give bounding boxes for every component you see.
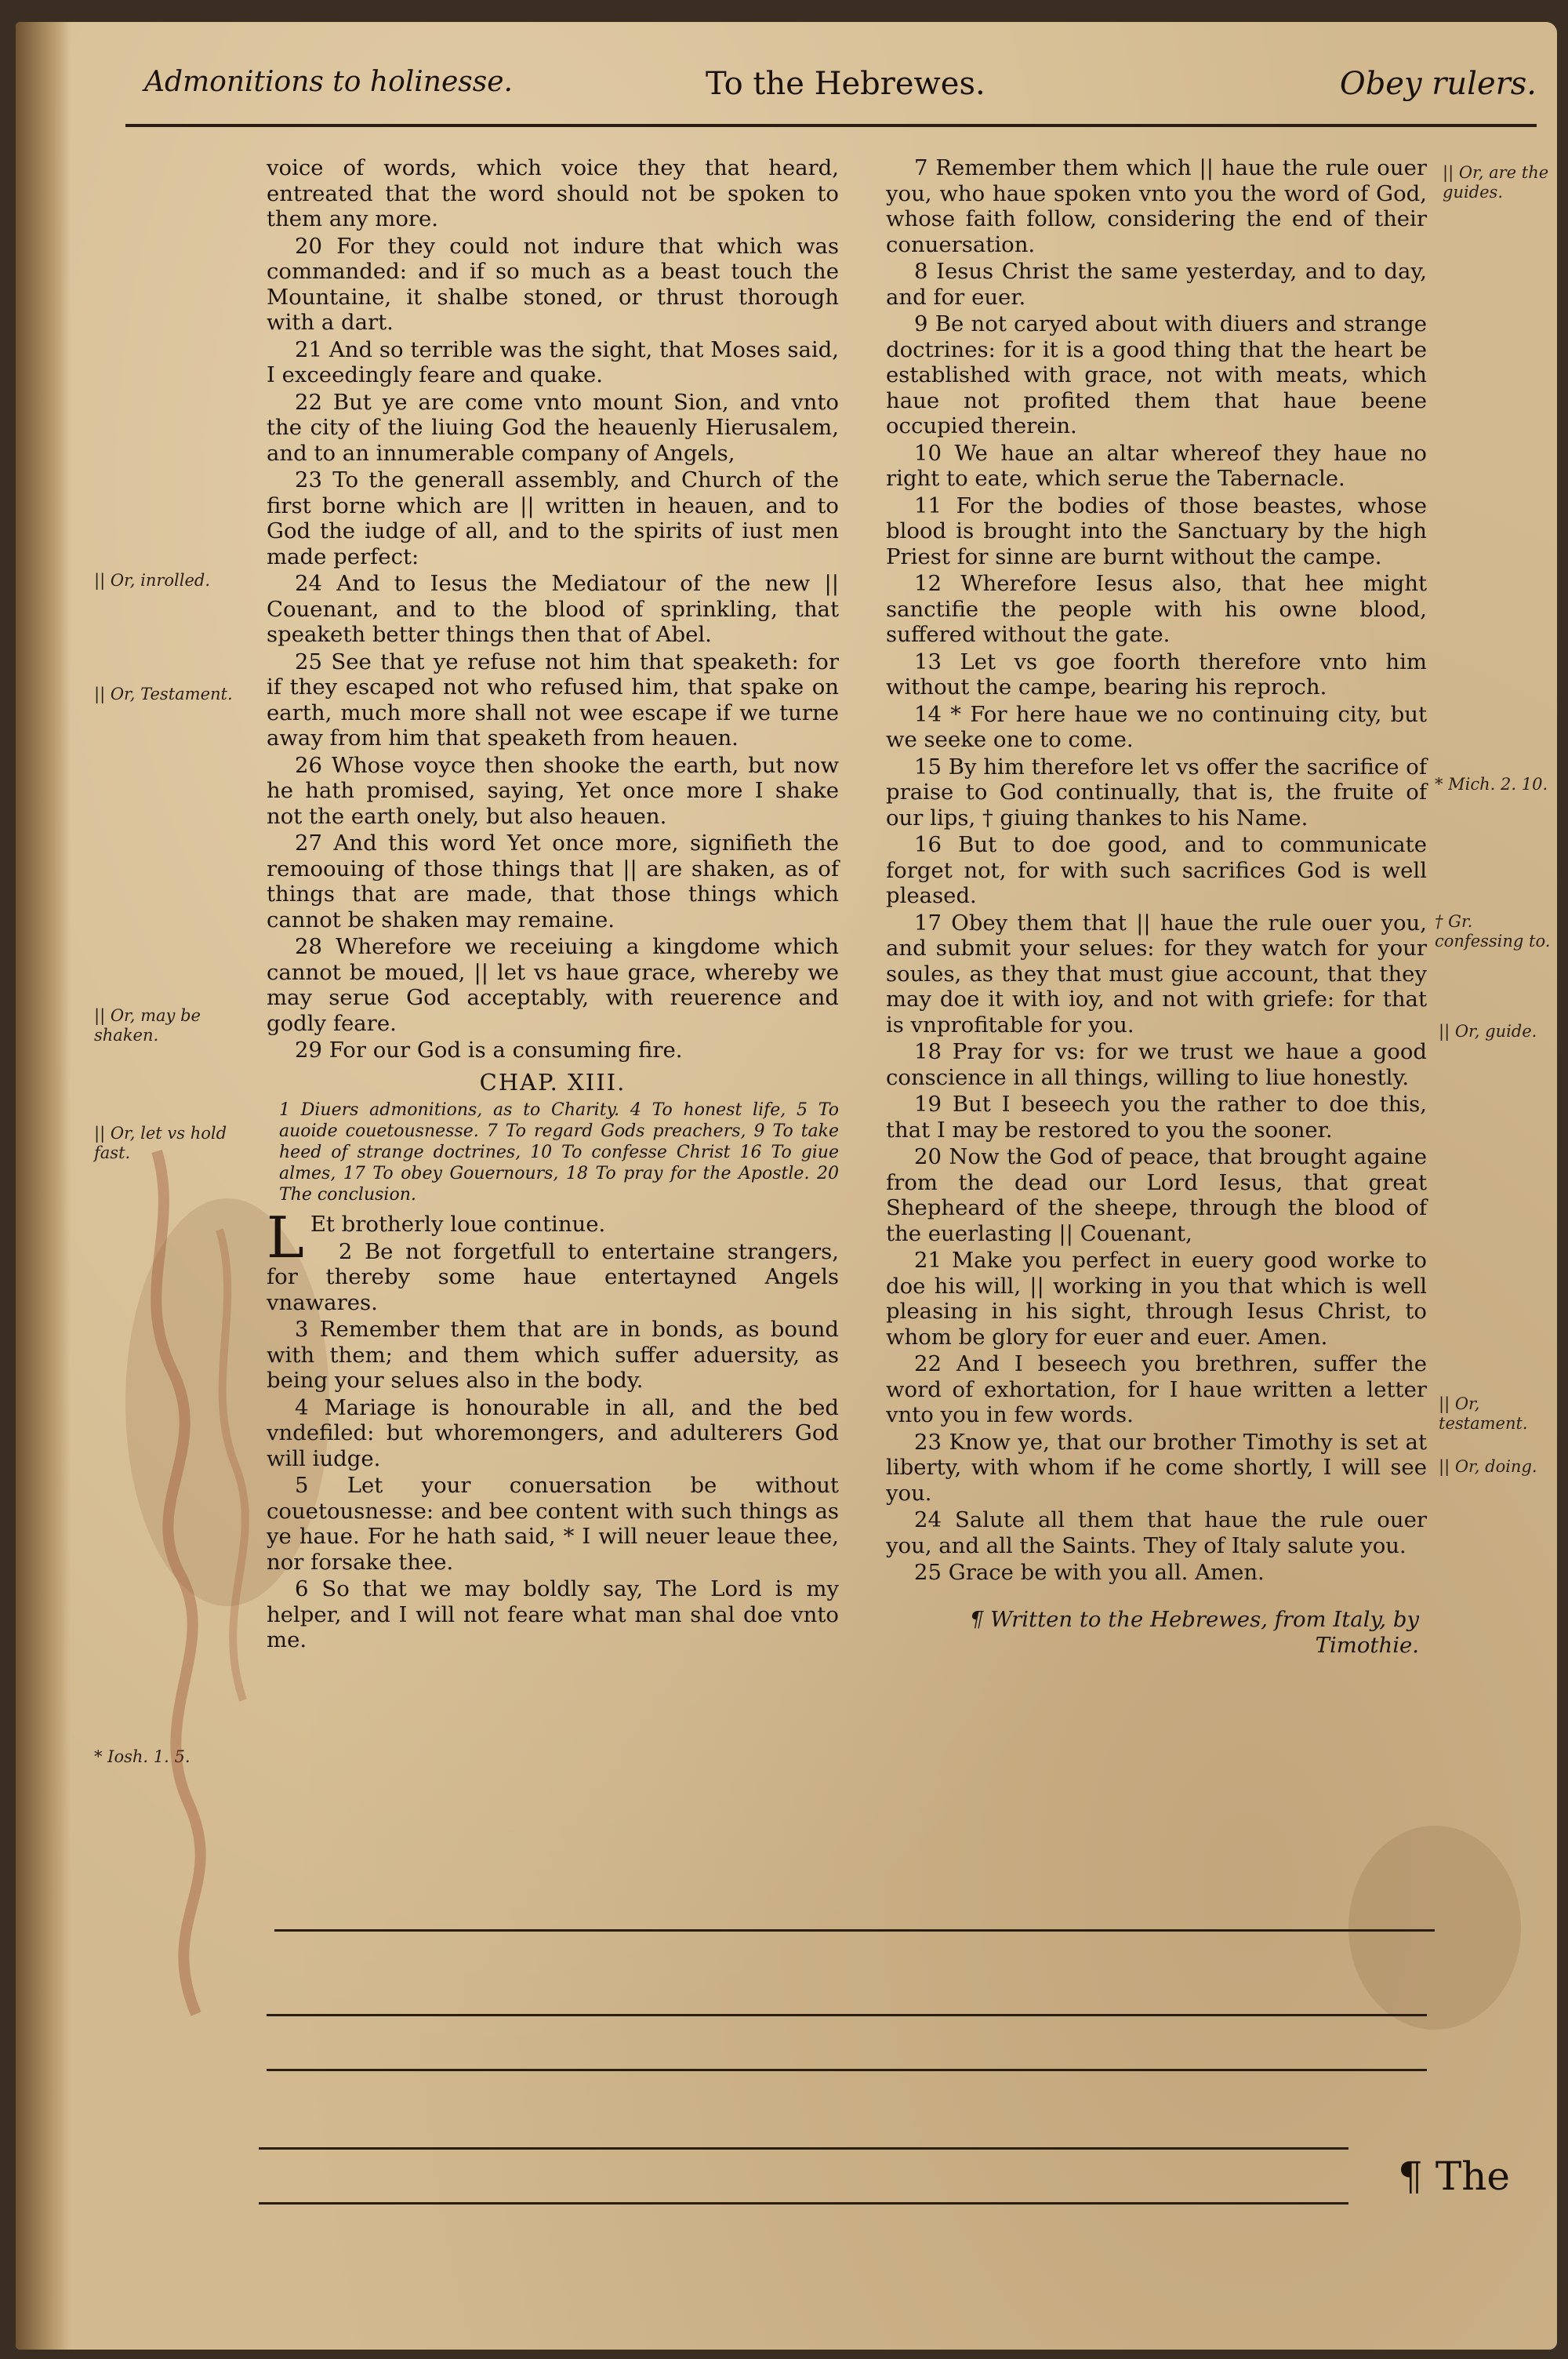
margin-note-doing: || Or, doing.: [1439, 1457, 1537, 1476]
bottom-rule-1: [267, 2014, 1427, 2016]
closing-subscription: ¶ Written to the Hebrewes, from Italy, by Timothie.: [969, 1607, 1419, 1658]
verse-12-20: 20 For they could not indure that which was commanded: and if so much as a beast touch the Mountaine, it shalbe stoned, or thrust thorough with a dart.: [267, 233, 839, 335]
catchword: ¶ The: [1398, 2154, 1510, 2199]
verse-13-9: 9 Be not caryed about with diuers and strange doctrines: for it is a good thing that the heart be established with grace, not with meats, which haue not profited them that haue beene occupied therein.: [886, 311, 1427, 438]
margin-note-iosh: * Iosh. 1. 5.: [94, 1747, 191, 1766]
verse-13-22: 22 And I beseech you brethren, suffer the word of exhortation, for I haue written a letter vnto you in few words.: [886, 1351, 1427, 1427]
verse-opening: voice of words, which voice they that heard, entreated that the word should not be spoken to them any more.: [267, 155, 839, 231]
margin-note-hold-fast: || Or, let vs hold fast.: [94, 1124, 227, 1162]
right-column: [886, 155, 1427, 1680]
verse-13-17: 17 Obey them that || haue the rule ouer you, and submit your selues: for they watch for your soules, as they that must giue account, that they may doe it with ioy, and not with griefe: for that is vnprofitable for you.: [886, 910, 1427, 1038]
margin-note-mich: * Mich. 2. 10.: [1435, 775, 1548, 794]
verse-13-14: 14 * For here haue we no continuing city, but we seeke one to come.: [886, 701, 1427, 752]
verse-13-24: 24 Salute all them that haue the rule ouer you, and all the Saints. They of Italy salute you.: [886, 1507, 1427, 1558]
verse-13-1-text: Et brotherly loue continue.: [310, 1212, 606, 1237]
left-column: [267, 155, 839, 1655]
margin-note-inrolled: || Or, inrolled.: [94, 571, 211, 590]
drop-cap: L: [267, 1205, 304, 1270]
verse-13-11: 11 For the bodies of those beastes, whose blood is brought into the Sanctuary by the high Priest for sinne are burnt without the campe.: [886, 493, 1427, 569]
bottom-rule-3: [259, 2147, 1348, 2150]
verse-12-27: 27 And this word Yet once more, signifieth the remoouing of those things that || are shaken, as of things that are made, that those things which cannot be shaken may remaine.: [267, 831, 839, 932]
margin-note-testament: || Or, Testament.: [94, 685, 233, 703]
verse-12-29: 29 For our God is a consuming fire.: [295, 1038, 683, 1063]
header-rule: [125, 124, 1537, 127]
verse-13-2: 2 Be not forgetfull to entertaine strangers, for thereby some haue entertayned Angels vnawares.: [267, 1238, 839, 1315]
verse-12-21: 21 And so terrible was the sight, that Moses said, I exceedingly feare and quake.: [267, 336, 839, 387]
verse-13-25: 25 Grace be with you all. Amen.: [914, 1560, 1265, 1585]
bottom-rule-4: [259, 2202, 1348, 2205]
running-head-center: To the Hebrewes.: [706, 66, 985, 102]
stain: [1348, 1826, 1521, 2030]
verse-12-22: 22 But ye are come vnto mount Sion, and vnto the city of the liuing God the heauenly Hierusalem, and to an innumerable company of Angels,: [267, 389, 839, 466]
margin-note-shaken: || Or, may be shaken.: [94, 1006, 201, 1045]
verse-12-23: 23 To the generall assembly, and Church of the first borne which are || written in heauen, and to God the iudge of all, and to the spirits of iust men made perfect:: [267, 467, 839, 569]
verse-13-16: 16 But to doe good, and to communicate forget not, for with such sacrifices God is well pleased.: [886, 832, 1427, 908]
verse-12-25: 25 See that ye refuse not him that speaketh: for if they escaped not who refused him, that spake on earth, much more shall not wee escape if we turne away from him that speaketh from heauen.: [267, 649, 839, 751]
running-head-left: Admonitions to holinesse.: [144, 66, 513, 98]
verse-13-20: 20 Now the God of peace, that brought againe from the dead our Lord Iesus, that great Shepheard of the sheepe, through the blood of the euerlasting || Couenant,: [886, 1144, 1427, 1246]
verse-13-6: 6 So that we may boldly say, The Lord is my helper, and I will not feare what man shal doe vnto me.: [267, 1576, 839, 1652]
verse-13-3: 3 Remember them that are in bonds, as bound with them; and them which suffer aduersity, as being your selues also in the body.: [267, 1317, 839, 1393]
verse-13-7: 7 Remember them which || haue the rule ouer you, who haue spoken vnto you the word of God, whose faith follow, considering the end of their conuersation.: [886, 155, 1427, 257]
verse-13-13: 13 Let vs goe foorth therefore vnto him without the campe, bearing his reproch.: [886, 649, 1427, 700]
bottom-rule-2: [267, 2069, 1427, 2071]
verse-13-10: 10 We haue an altar whereof they haue no right to eate, which serue the Tabernacle.: [886, 440, 1427, 491]
verse-13-23: 23 Know ye, that our brother Timothy is set at liberty, with whom if he come shortly, I will see you.: [886, 1429, 1427, 1506]
handwritten-ink-marks: [110, 1136, 282, 2037]
verse-13-12: 12 Wherefore Iesus also, that hee might sanctifie the people with his owne blood, suffered without the gate.: [886, 571, 1427, 647]
verse-12-28: 28 Wherefore we receiuing a kingdome which cannot be moued, || let vs haue grace, whereby we may serue God acceptably, with reuerence and godly feare.: [267, 934, 839, 1036]
verse-13-21: 21 Make you perfect in euery good worke to doe his will, || working in you that which is well pleasing in his sight, through Iesus Christ, to whom be glory for euer and euer. Amen.: [886, 1248, 1427, 1350]
margin-note-confessing: † Gr. confessing to.: [1435, 912, 1551, 951]
margin-note-guide: || Or, guide.: [1439, 1022, 1537, 1041]
verse-12-24: 24 And to Iesus the Mediatour of the new || Couenant, and to the blood of sprinkling, that speaketh better things then that of Abel.: [267, 571, 839, 647]
end-rule: [274, 1929, 1435, 1932]
verse-13-18: 18 Pray for vs: for we trust we haue a good conscience in all things, willing to liue honestly.: [886, 1039, 1427, 1090]
chapter-heading: CHAP. XIII.: [479, 1068, 626, 1096]
verse-13-19: 19 But I beseech you the rather to doe this, that I may be restored to you the sooner.: [886, 1092, 1427, 1143]
verse-13-4: 4 Mariage is honourable in all, and the bed vndefiled: but whoremongers, and adulterers God will iudge.: [267, 1394, 839, 1471]
running-head-right: Obey rulers.: [1339, 66, 1537, 102]
verse-13-8: 8 Iesus Christ the same yesterday, and to day, and for euer.: [886, 259, 1427, 310]
margin-note-testament-right: || Or, testament.: [1439, 1394, 1528, 1433]
margin-note-guides: || Or, are the guides.: [1443, 163, 1549, 202]
bible-page: [16, 22, 1557, 2350]
verse-13-1: [267, 1205, 839, 1270]
verse-12-26: 26 Whose voyce then shooke the earth, but now he hath promised, saying, Yet once more I shake not the earth onely, but also heauen.: [267, 752, 839, 829]
verse-13-5: 5 Let your conuersation be without couetousnesse: and bee content with such things as ye haue. For he hath said, * I will neuer leaue thee, nor forsake thee.: [267, 1473, 839, 1575]
chapter-summary: 1 Diuers admonitions, as to Charity. 4 To honest life, 5 To auoide couetousnesse. 7 To regard Gods preachers, 9 To take heed of strange doctrines, 10 To confesse Christ 16 To giue almes, 17 To obey Gouernours, 18 To pray for the Apostle. 20 The conclusion.: [279, 1100, 839, 1205]
page-gutter: [16, 22, 71, 2350]
verse-13-15: 15 By him therefore let vs offer the sacrifice of praise to God continually, that is, the fruite of our lips, † giuing thankes to his Name.: [886, 754, 1427, 831]
